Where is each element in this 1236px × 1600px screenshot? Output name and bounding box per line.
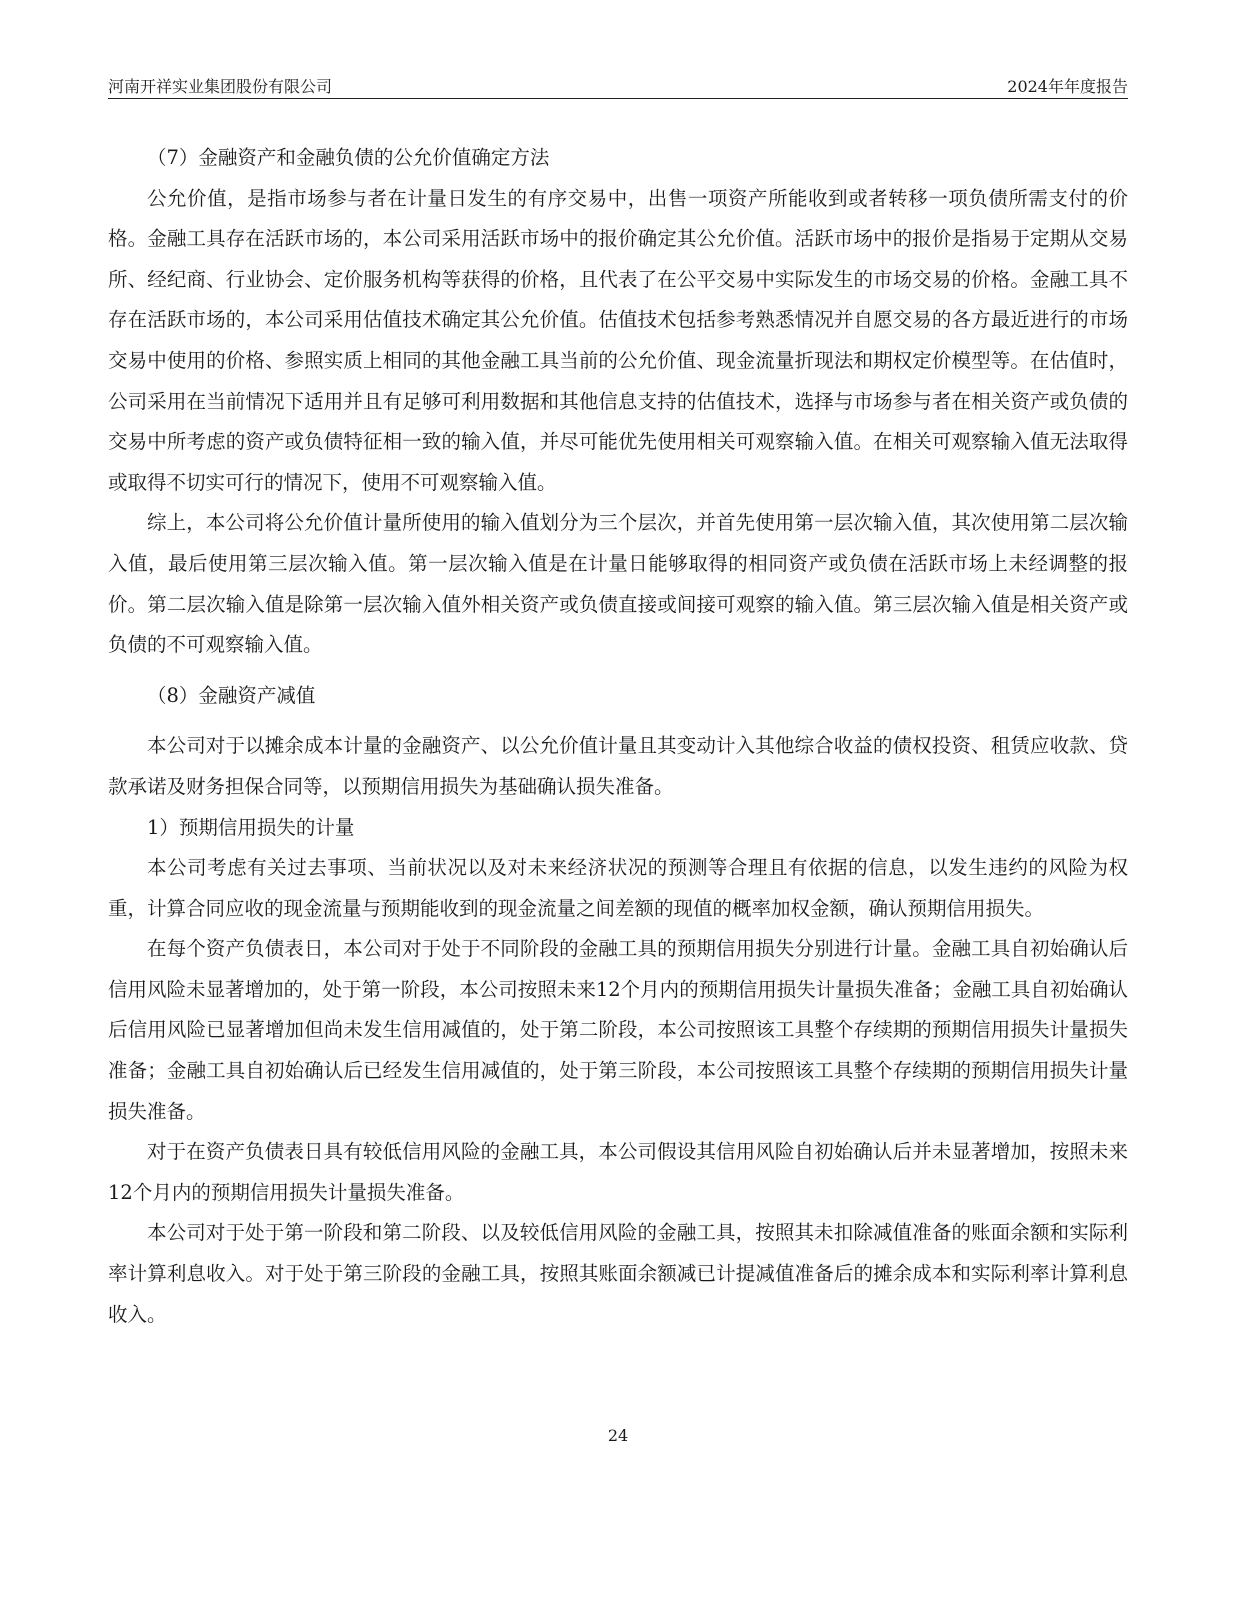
company-name: 河南开祥实业集团股份有限公司 bbox=[108, 77, 333, 96]
paragraph: 对于在资产负债表日具有较低信用风险的金融工具，本公司假设其信用风险自初始确认后并未显著增加，按照未来12个月内的预期信用损失计量损失准备。 bbox=[108, 1140, 1128, 1204]
page-number: 24 bbox=[607, 1426, 629, 1445]
page-header bbox=[108, 70, 1128, 99]
paragraph: 本公司对于处于第一阶段和第二阶段、以及较低信用风险的金融工具，按照其未扣除减值准备的账面余额和实际利率计算利息收入。对于处于第三阶段的金融工具，按照其账面余额减已计提减值准备后的摊余成本和实际利率计算利息收入。 bbox=[108, 1221, 1128, 1326]
section-heading-8: （8）金融资产减值 bbox=[147, 683, 316, 707]
paragraph: 本公司考虑有关过去事项、当前状况以及对未来经济状况的预测等合理且有依据的信息，以发生违约的风险为权重，计算合同应收的现金流量与预期能收到的现金流量之间差额的现值的概率加权金额，确认预期信用损失。 bbox=[108, 856, 1128, 920]
report-title: 2024年年度报告 bbox=[1007, 77, 1128, 96]
paragraph: 本公司对于以摊余成本计量的金融资产、以公允价值计量且其变动计入其他综合收益的债权投资、租赁应收款、贷款承诺及财务担保合同等，以预期信用损失为基础确认损失准备。 bbox=[108, 734, 1128, 798]
paragraph: 综上，本公司将公允价值计量所使用的输入值划分为三个层次，并首先使用第一层次输入值，其次使用第二层次输入值，最后使用第三层次输入值。第一层次输入值是在计量日能够取得的相同资产或负债在活跃市场上未经调整的报价。第二层次输入值是除第一层次输入值外相关资产或负债直接或间接可观察的输入值。第三层次输入值是相关资产或负债的不可观察输入值。 bbox=[108, 511, 1128, 657]
paragraph: 公允价值，是指市场参与者在计量日发生的有序交易中，出售一项资产所能收到或者转移一项负债所需支付的价格。金融工具存在活跃市场的，本公司采用活跃市场中的报价确定其公允价值。活跃市场中的报价是指易于定期从交易所、经纪商、行业协会、定价服务机构等获得的价格，且代表了在公平交易中实际发生的市场交易的价格。金融工具不存在活跃市场的，本公司采用估值技术确定其公允价值。估值技术包括参考熟悉情况并自愿交易的各方最近进行的市场交易中使用的价格、参照实质上相同的其他金融工具当前的公允价值、现金流量折现法和期权定价模型等。在估值时，公司采用在当前情况下适用并且有足够可利用数据和其他信息支持的估值技术，选择与市场参与者在相关资产或负债的交易中所考虑的资产或负债特征相一致的输入值，并尽可能优先使用相关可观察输入值。在相关可观察输入值无法取得或取得不切实可行的情况下，使用不可观察输入值。 bbox=[108, 186, 1128, 494]
section-heading-7: （7）金融资产和金融负债的公允价值确定方法 bbox=[147, 146, 550, 169]
document-body bbox=[108, 138, 1128, 1335]
subsection-heading: 1）预期信用损失的计量 bbox=[147, 815, 355, 839]
paragraph: 在每个资产负债表日，本公司对于处于不同阶段的金融工具的预期信用损失分别进行计量。金融工具自初始确认后信用风险未显著增加的，处于第一阶段，本公司按照未来12个月内的预期信用损失计量损失准备；金融工具自初始确认后信用风险已显著增加但尚未发生信用减值的，处于第二阶段，本公司按照该工具整个存续期的预期信用损失计量损失准备；金融工具自初始确认后已经发生信用减值的，处于第三阶段，本公司按照该工具整个存续期的预期信用损失计量损失准备。 bbox=[108, 937, 1128, 1123]
